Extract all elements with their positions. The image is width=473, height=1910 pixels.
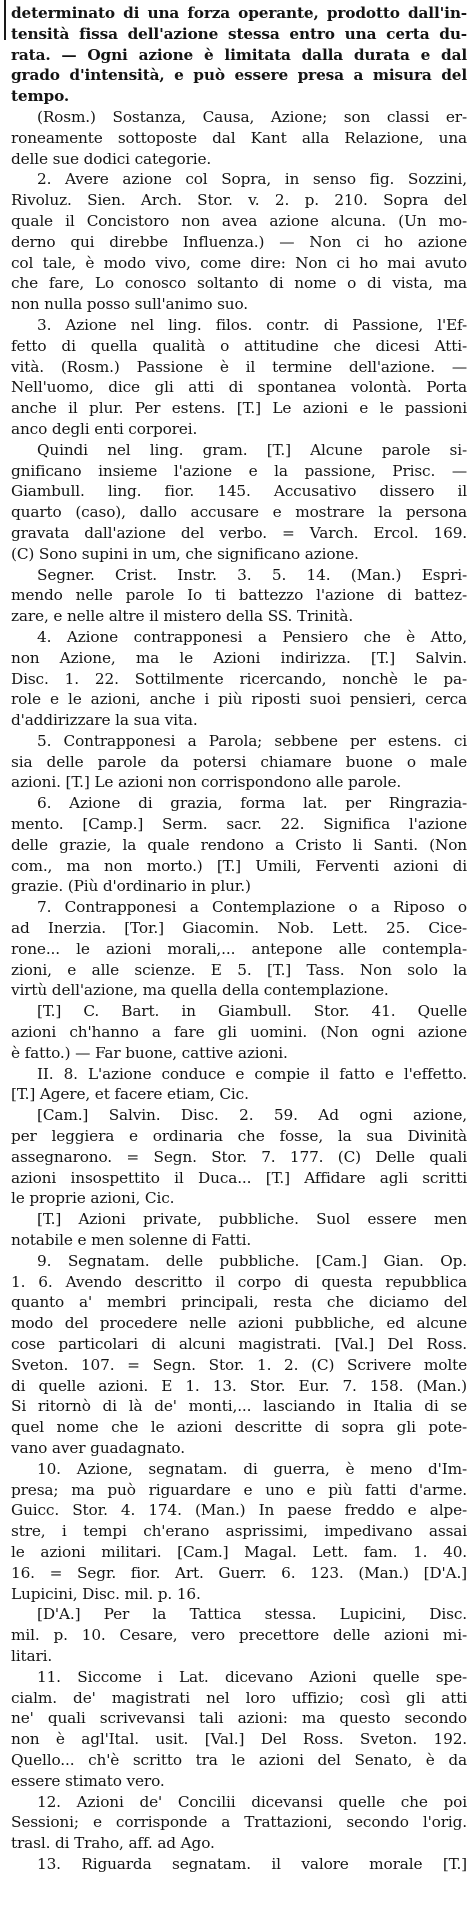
text-line: 11. Siccome i Lat. dicevano Azioni quelle spe- [37, 1667, 467, 1686]
text-line: Sveton. 107. = Segn. Stor. 1. 2. (C) Scrivere molte [11, 1355, 467, 1374]
text-line: litari. [11, 1646, 53, 1665]
text-line: delle grazie, la quale rendono a Cristo li Santi. (Non [11, 835, 467, 854]
text-line: le azioni militari. [Cam.] Magal. Lett. fam. 1. 40. [11, 1542, 467, 1561]
text-line: 3. Azione nel ling. filos. contr. di Passione, l'Ef- [37, 315, 467, 334]
text-line: di quelle azioni. E 1. 13. Stor. Eur. 7. 158. (Man.) [11, 1376, 467, 1395]
text-line: [T.] Azioni private, pubbliche. Suol essere men [37, 1210, 467, 1229]
text-line: ne' quali scrivevansi tali azioni: ma questo secondo [11, 1709, 467, 1728]
text-line: Rivoluz. Sien. Arch. Stor. v. 2. p. 210. Sopra del [11, 191, 467, 210]
text-line: quarto (caso), dallo accusare e mostrare la persona [11, 503, 467, 522]
text-line: le proprie azioni, Cic. [11, 1189, 175, 1208]
text-line: per leggiera e ordinaria che fosse, la sua Divinità [11, 1127, 467, 1146]
text-line: che fare, Lo conosco soltanto di nome o di vista, ma [11, 274, 467, 293]
text-line: gnificano insieme l'azione e la passione, Prisc. — [11, 461, 467, 480]
text-line: com., ma non morto.) [T.] Umili, Ferventi azioni di [11, 856, 467, 875]
text-line: trasl. di Traho, aff. ad Ago. [11, 1834, 215, 1853]
text-line: delle sue dodici categorie. [11, 149, 212, 168]
text-line: stre, i tempi ch'erano asprissimi, impedivano assai [11, 1522, 467, 1541]
text-line: zioni, e alle scienze. E 5. [T.] Tass. Non solo la [11, 960, 467, 979]
text-line: (Rosm.) Sostanza, Causa, Azione; son classi er- [37, 107, 467, 126]
text-line: 13. Riguarda segnatam. il valore morale [T.] [37, 1854, 467, 1873]
text-line: 6. Azione di grazia, forma lat. per Ringrazia- [37, 794, 467, 813]
text-line: Sessioni; e corrisponde a Trattazioni, secondo l'orig. [11, 1813, 467, 1832]
text-line: [T.] Agere, et facere etiam, Cic. [11, 1085, 249, 1104]
text-line: zare, e nelle altre il mistero della SS. Trinità. [11, 607, 354, 626]
text-line: Giambull. ling. fior. 145. Accusativo dissero il [11, 482, 467, 501]
text-line: col tale, è modo vivo, come dire: Non ci ho mai avuto [11, 253, 467, 272]
text-line: quel nome che le azioni descritte di sopra gli pote- [11, 1418, 467, 1437]
text-line: 16. = Segr. fior. Art. Guerr. 6. 123. (Man.) [D'A.] [11, 1563, 467, 1582]
text-line: sia delle parole da potersi chiamare buone o male [11, 752, 467, 771]
text-line: tempo. [11, 87, 70, 106]
text-line: azioni. [T.] Le azioni non corrispondono alle parole. [11, 773, 402, 792]
text-line: rone... le azioni morali,... antepone alle contempla- [11, 939, 467, 958]
text-line: assegnarono. = Segn. Stor. 7. 177. (C) Delle quali [11, 1147, 467, 1166]
text-line: cialm. de' magistrati nel loro uffizio; così gli atti [11, 1688, 467, 1707]
text-line: Guicc. Stor. 4. 174. (Man.) In paese freddo e alpe- [11, 1501, 467, 1520]
text-line: gravata dall'azione del verbo. = Varch. Ercol. 169. [11, 523, 467, 542]
text-line: essere stimato vero. [11, 1771, 165, 1790]
text-line: d'addirizzare la sua vita. [11, 711, 198, 730]
text-line: azioni ch'hanno a fare gli uomini. (Non ogni azione [11, 1023, 467, 1042]
text-line: anco degli enti corporei. [11, 419, 198, 438]
text-line: tensità fissa dell'azione stessa entro una certa du- [11, 24, 467, 43]
text-line: 2. Avere azione col Sopra, in senso fig. Sozzini, [37, 170, 467, 189]
text-line: Si ritornò di là de' monti,... lasciando in Italia di se [11, 1397, 467, 1416]
text-line: 1. 6. Avendo descritto il corpo di questa repubblica [11, 1272, 467, 1291]
text-line: grazie. (Più d'ordinario in plur.) [11, 877, 251, 896]
text-line: Nell'uomo, dice gli atti di spontanea volontà. Porta [11, 378, 467, 397]
text-line: grado d'intensità, e può essere presa a misura del [11, 66, 467, 85]
text-line: quale il Concistoro non avea azione alcuna. (Un mo- [11, 211, 467, 230]
text-line: Quindi nel ling. gram. [T.] Alcune parole si- [37, 440, 467, 459]
text-line: non è agl'Ital. usit. [Val.] Del Ross. Sveton. 192. [11, 1730, 467, 1749]
text-line: II. 8. L'azione conduce e compie il fatto e l'effetto. [37, 1064, 467, 1083]
text-line: virtù dell'azione, ma quella della contemplazione. [11, 981, 389, 1000]
text-line: [T.] C. Bart. in Giambull. Stor. 41. Quelle [37, 1002, 467, 1021]
text-line: 4. Azione contrapponesi a Pensiero che è Atto, [37, 627, 467, 646]
text-line: roneamente sottoposte dal Kant alla Relazione, una [11, 128, 467, 147]
text-line: mendo nelle parole Io ti battezzo l'azione di battez- [11, 586, 467, 605]
text-line: cose particolari di alcuni magistrati. [Val.] Del Ross. [11, 1335, 467, 1353]
text-line: [D'A.] Per la Tattica stessa. Lupicini, Disc. [37, 1605, 467, 1624]
text-line: 12. Azioni de' Concilii dicevansi quelle che poi [37, 1792, 467, 1811]
text-line: modo del procedere nelle azioni pubbliche, ed alcune [11, 1314, 467, 1333]
text-line: role e le azioni, anche i più riposti suoi pensieri, cerca [11, 690, 467, 709]
text-line: è fatto.) — Far buone, cattive azioni. [11, 1043, 288, 1062]
text-line: 9. Segnatam. delle pubbliche. [Cam.] Gian. Op. [37, 1251, 467, 1270]
column-rule [4, 0, 6, 40]
text-line: fetto di quella qualità o attitudine che dicesi Atti- [11, 336, 467, 355]
text-line: derno qui direbbe Influenza.) — Non ci ho azione [11, 232, 467, 251]
text-line: anche il plur. Per estens. [T.] Le azioni e le passioni [11, 399, 467, 418]
text-line: vità. (Rosm.) Passione è il termine dell'azione. — [11, 357, 467, 376]
text-line: notabile e men solenne di Fatti. [11, 1231, 252, 1250]
text-line: [Cam.] Salvin. Disc. 2. 59. Ad ogni azione, [37, 1106, 467, 1125]
text-line: azioni insospettito il Duca... [T.] Affidare agli scritti [11, 1168, 467, 1187]
text-line: (C) Sono supini in um, che significano azione. [11, 544, 359, 563]
text-line: non Azione, ma le Azioni indirizza. [T.] Salvin. [11, 648, 467, 667]
text-line: vano aver guadagnato. [11, 1438, 185, 1457]
text-line: ad Inerzia. [Tor.] Giacomin. Nob. Lett. 25. Cice- [11, 919, 467, 938]
text-line: mil. p. 10. Cesare, vero precettore delle azioni mi- [11, 1626, 467, 1645]
text-line: Disc. 1. 22. Sottilmente ricercando, nonchè le pa- [11, 669, 467, 688]
text-line: mento. [Camp.] Serm. sacr. 22. Significa l'azione [11, 815, 467, 834]
text-line: determinato di una forza operante, prodotto dall'in- [11, 4, 467, 22]
text-line: 10. Azione, segnatam. di guerra, è meno d'Im- [37, 1459, 467, 1478]
entry-text-column [11, 3, 467, 1875]
text-line: rata. — Ogni azione è limitata dalla durata e dal [11, 45, 467, 64]
text-line: non nulla posso sull'animo suo. [11, 295, 249, 314]
text-line: Segner. Crist. Instr. 3. 5. 14. (Man.) Espri- [37, 565, 467, 584]
text-line: 5. Contrapponesi a Parola; sebbene per estens. ci [37, 731, 467, 750]
text-line: Quello... ch'è scritto tra le azioni del Senato, è da [11, 1750, 467, 1769]
text-line: 7. Contrapponesi a Contemplazione o a Riposo o [37, 898, 467, 917]
text-line: presa; ma può riguardare e uno e più fatti d'arme. [11, 1480, 467, 1499]
text-line: Lupicini, Disc. mil. p. 16. [11, 1584, 201, 1603]
text-line: quanto a' membri principali, resta che diciamo del [11, 1293, 467, 1312]
